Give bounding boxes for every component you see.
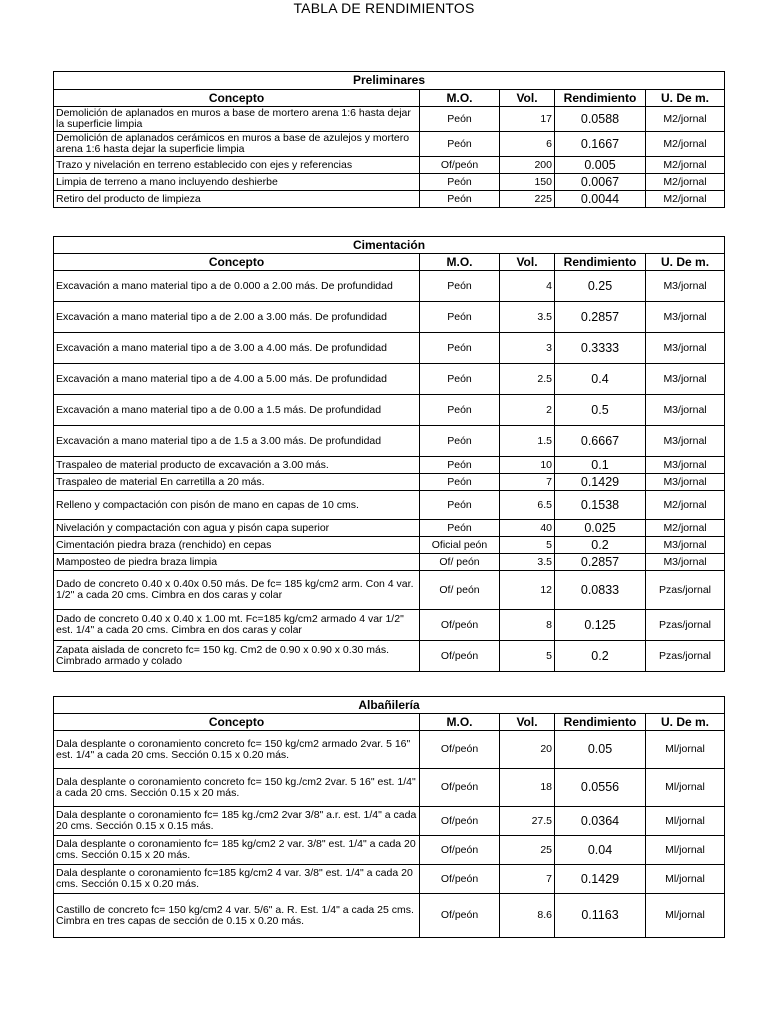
cell-concepto: Traspaleo de material En carretilla a 20 más. bbox=[54, 474, 420, 491]
table-row bbox=[54, 554, 725, 571]
table-row bbox=[54, 836, 725, 865]
cell-mano-de-obra: Peón bbox=[420, 132, 500, 157]
cell-volumen: 18 bbox=[500, 769, 555, 807]
cell-unidad-medida: M3/jornal bbox=[646, 554, 725, 571]
cell-volumen: 2 bbox=[500, 395, 555, 426]
cell-concepto: Mamposteo de piedra braza limpia bbox=[54, 554, 420, 571]
cell-volumen: 5 bbox=[500, 641, 555, 672]
cell-unidad-medida: M3/jornal bbox=[646, 364, 725, 395]
cell-concepto: Limpia de terreno a mano incluyendo deshierbe bbox=[54, 174, 420, 191]
rendimientos-table bbox=[53, 696, 725, 938]
cell-mano-de-obra: Of/peón bbox=[420, 865, 500, 894]
cell-concepto: Demolición de aplanados cerámicos en muros a base de azulejos y mortero arena 1:6 hasta dejar la superficie limpia bbox=[54, 132, 420, 157]
cell-mano-de-obra: Peón bbox=[420, 520, 500, 537]
cell-unidad-medida: M2/jornal bbox=[646, 191, 725, 208]
cell-unidad-medida: M2/jornal bbox=[646, 132, 725, 157]
table-row bbox=[54, 395, 725, 426]
cell-volumen: 3.5 bbox=[500, 302, 555, 333]
cell-concepto: Retiro del producto de limpieza bbox=[54, 191, 420, 208]
cell-mano-de-obra: Peón bbox=[420, 191, 500, 208]
cell-mano-de-obra: Peón bbox=[420, 426, 500, 457]
header-rendimiento: Rendimiento bbox=[555, 254, 646, 271]
cell-unidad-medida: M3/jornal bbox=[646, 457, 725, 474]
cell-mano-de-obra: Of/peón bbox=[420, 641, 500, 672]
header-mano-de-obra: M.O. bbox=[420, 90, 500, 107]
table-row bbox=[54, 174, 725, 191]
cell-unidad-medida: Pzas/jornal bbox=[646, 610, 725, 641]
table-row bbox=[54, 571, 725, 610]
header-concepto: Concepto bbox=[54, 714, 420, 731]
cell-concepto: Dala desplante o coronamiento concreto fc= 150 kg./cm2 2var. 5 16" est. 1/4" a cada 20 cms. Sección 0.15 x 20 más. bbox=[54, 769, 420, 807]
cell-rendimiento: 0.4 bbox=[555, 364, 646, 395]
cell-volumen: 1.5 bbox=[500, 426, 555, 457]
cell-mano-de-obra: Of/peón bbox=[420, 610, 500, 641]
cell-rendimiento: 0.2 bbox=[555, 641, 646, 672]
header-concepto: Concepto bbox=[54, 90, 420, 107]
header-concepto: Concepto bbox=[54, 254, 420, 271]
cell-mano-de-obra: Of/ peón bbox=[420, 571, 500, 610]
table-row bbox=[54, 641, 725, 672]
table-row bbox=[54, 191, 725, 208]
header-mano-de-obra: M.O. bbox=[420, 714, 500, 731]
cell-mano-de-obra: Peón bbox=[420, 333, 500, 364]
cell-mano-de-obra: Of/peón bbox=[420, 836, 500, 865]
cell-concepto: Excavación a mano material tipo a de 2.00 a 3.00 más. De profundidad bbox=[54, 302, 420, 333]
cell-unidad-medida: M2/jornal bbox=[646, 491, 725, 520]
cell-concepto: Dala desplante o coronamiento fc= 185 kg/cm2 2 var. 3/8" est. 1/4" a cada 20 cms. Sección 0.15 x 20 más. bbox=[54, 836, 420, 865]
table-row bbox=[54, 333, 725, 364]
cell-volumen: 6.5 bbox=[500, 491, 555, 520]
table-row bbox=[54, 474, 725, 491]
cell-unidad-medida: Ml/jornal bbox=[646, 769, 725, 807]
table-row bbox=[54, 364, 725, 395]
cell-mano-de-obra: Of/peón bbox=[420, 894, 500, 938]
cell-unidad-medida: M3/jornal bbox=[646, 333, 725, 364]
cell-unidad-medida: Ml/jornal bbox=[646, 836, 725, 865]
header-mano-de-obra: M.O. bbox=[420, 254, 500, 271]
cell-rendimiento: 0.0044 bbox=[555, 191, 646, 208]
table-header-row bbox=[54, 90, 725, 107]
cell-rendimiento: 0.6667 bbox=[555, 426, 646, 457]
cell-unidad-medida: Ml/jornal bbox=[646, 894, 725, 938]
table-row bbox=[54, 457, 725, 474]
cell-volumen: 25 bbox=[500, 836, 555, 865]
cell-rendimiento: 0.1163 bbox=[555, 894, 646, 938]
table-row bbox=[54, 731, 725, 769]
cell-concepto: Zapata aislada de concreto fc= 150 kg. Cm2 de 0.90 x 0.90 x 0.30 más. Cimbrado armado y colado bbox=[54, 641, 420, 672]
cell-concepto: Dala desplante o coronamiento fc=185 kg/cm2 4 var. 3/8" est. 1/4" a cada 20 cms. Sección 0.15 x 0.20 más. bbox=[54, 865, 420, 894]
cell-rendimiento: 0.2857 bbox=[555, 302, 646, 333]
header-unidad-medida: U. De m. bbox=[646, 714, 725, 731]
cell-rendimiento: 0.05 bbox=[555, 731, 646, 769]
cell-mano-de-obra: Peón bbox=[420, 364, 500, 395]
cell-rendimiento: 0.5 bbox=[555, 395, 646, 426]
cell-rendimiento: 0.1538 bbox=[555, 491, 646, 520]
cell-rendimiento: 0.0556 bbox=[555, 769, 646, 807]
cell-unidad-medida: M3/jornal bbox=[646, 537, 725, 554]
cell-concepto: Dado de concreto 0.40 x 0.40x 0.50 más. De fc= 185 kg/cm2 arm. Con 4 var. 1/2" a cada 20 cms. Cimbra en dos caras y colar bbox=[54, 571, 420, 610]
cell-mano-de-obra: Peón bbox=[420, 395, 500, 426]
cell-rendimiento: 0.1429 bbox=[555, 865, 646, 894]
section-title: Preliminares bbox=[54, 72, 725, 90]
cell-concepto: Castillo de concreto fc= 150 kg/cm2 4 var. 5/6" a. R. Est. 1/4" a cada 25 cms. Cimbra en tres capas de sección de 0.15 x 0.20 más. bbox=[54, 894, 420, 938]
cell-unidad-medida: M3/jornal bbox=[646, 302, 725, 333]
cell-unidad-medida: M2/jornal bbox=[646, 174, 725, 191]
table-header-row bbox=[54, 714, 725, 731]
cell-mano-de-obra: Of/peón bbox=[420, 157, 500, 174]
cell-volumen: 5 bbox=[500, 537, 555, 554]
cell-concepto: Traspaleo de material producto de excavación a 3.00 más. bbox=[54, 457, 420, 474]
cell-volumen: 3 bbox=[500, 333, 555, 364]
cell-concepto: Excavación a mano material tipo a de 3.00 a 4.00 más. De profundidad bbox=[54, 333, 420, 364]
section-title: Cimentación bbox=[54, 237, 725, 254]
section-title: Albañilería bbox=[54, 697, 725, 714]
cell-mano-de-obra: Of/peón bbox=[420, 731, 500, 769]
header-rendimiento: Rendimiento bbox=[555, 714, 646, 731]
cell-rendimiento: 0.3333 bbox=[555, 333, 646, 364]
cell-mano-de-obra: Peón bbox=[420, 107, 500, 132]
cell-concepto: Dado de concreto 0.40 x 0.40 x 1.00 mt. Fc=185 kg/cm2 armado 4 var 1/2" est. 1/4" a cada 20 cms. Cimbra en dos caras y colar bbox=[54, 610, 420, 641]
header-volumen: Vol. bbox=[500, 254, 555, 271]
cell-rendimiento: 0.1667 bbox=[555, 132, 646, 157]
cell-concepto: Trazo y nivelación en terreno establecido con ejes y referencias bbox=[54, 157, 420, 174]
cell-rendimiento: 0.125 bbox=[555, 610, 646, 641]
cell-volumen: 7 bbox=[500, 474, 555, 491]
cell-mano-de-obra: Peón bbox=[420, 474, 500, 491]
table-row bbox=[54, 491, 725, 520]
cell-rendimiento: 0.025 bbox=[555, 520, 646, 537]
header-rendimiento: Rendimiento bbox=[555, 90, 646, 107]
cell-concepto: Nivelación y compactación con agua y pisón capa superior bbox=[54, 520, 420, 537]
cell-mano-de-obra: Peón bbox=[420, 457, 500, 474]
cell-concepto: Demolición de aplanados en muros a base de mortero arena 1:6 hasta dejar la superficie limpia bbox=[54, 107, 420, 132]
cell-mano-de-obra: Peón bbox=[420, 491, 500, 520]
cell-unidad-medida: M2/jornal bbox=[646, 157, 725, 174]
cell-volumen: 8 bbox=[500, 610, 555, 641]
cell-volumen: 225 bbox=[500, 191, 555, 208]
cell-volumen: 20 bbox=[500, 731, 555, 769]
table-row bbox=[54, 610, 725, 641]
cell-unidad-medida: Pzas/jornal bbox=[646, 641, 725, 672]
header-unidad-medida: U. De m. bbox=[646, 254, 725, 271]
table-row bbox=[54, 520, 725, 537]
rendimientos-table bbox=[53, 71, 725, 208]
table-row bbox=[54, 302, 725, 333]
table-row bbox=[54, 132, 725, 157]
cell-unidad-medida: M3/jornal bbox=[646, 395, 725, 426]
cell-concepto: Excavación a mano material tipo a de 4.00 a 5.00 más. De profundidad bbox=[54, 364, 420, 395]
cell-unidad-medida: M2/jornal bbox=[646, 107, 725, 132]
cell-mano-de-obra: Oficial peón bbox=[420, 537, 500, 554]
cell-concepto: Cimentación piedra braza (renchido) en cepas bbox=[54, 537, 420, 554]
table-row bbox=[54, 271, 725, 302]
cell-volumen: 200 bbox=[500, 157, 555, 174]
cell-concepto: Excavación a mano material tipo a de 0.000 a 2.00 más. De profundidad bbox=[54, 271, 420, 302]
cell-volumen: 27.5 bbox=[500, 807, 555, 836]
cell-volumen: 7 bbox=[500, 865, 555, 894]
cell-volumen: 12 bbox=[500, 571, 555, 610]
table-row bbox=[54, 537, 725, 554]
cell-rendimiento: 0.2 bbox=[555, 537, 646, 554]
cell-concepto: Relleno y compactación con pisón de mano en capas de 10 cms. bbox=[54, 491, 420, 520]
cell-rendimiento: 0.005 bbox=[555, 157, 646, 174]
cell-mano-de-obra: Peón bbox=[420, 271, 500, 302]
cell-mano-de-obra: Of/peón bbox=[420, 807, 500, 836]
header-volumen: Vol. bbox=[500, 714, 555, 731]
cell-unidad-medida: M3/jornal bbox=[646, 271, 725, 302]
cell-rendimiento: 0.0067 bbox=[555, 174, 646, 191]
cell-volumen: 150 bbox=[500, 174, 555, 191]
table-row bbox=[54, 769, 725, 807]
cell-rendimiento: 0.2857 bbox=[555, 554, 646, 571]
cell-volumen: 8.6 bbox=[500, 894, 555, 938]
cell-rendimiento: 0.0588 bbox=[555, 107, 646, 132]
cell-volumen: 2.5 bbox=[500, 364, 555, 395]
table-row bbox=[54, 865, 725, 894]
cell-mano-de-obra: Of/ peón bbox=[420, 554, 500, 571]
cell-rendimiento: 0.04 bbox=[555, 836, 646, 865]
cell-volumen: 3.5 bbox=[500, 554, 555, 571]
cell-volumen: 40 bbox=[500, 520, 555, 537]
cell-unidad-medida: M3/jornal bbox=[646, 474, 725, 491]
table-row bbox=[54, 426, 725, 457]
header-volumen: Vol. bbox=[500, 90, 555, 107]
cell-mano-de-obra: Peón bbox=[420, 174, 500, 191]
cell-rendimiento: 0.1429 bbox=[555, 474, 646, 491]
cell-concepto: Excavación a mano material tipo a de 0.00 a 1.5 más. De profundidad bbox=[54, 395, 420, 426]
cell-rendimiento: 0.0364 bbox=[555, 807, 646, 836]
cell-volumen: 4 bbox=[500, 271, 555, 302]
table-header-row bbox=[54, 254, 725, 271]
cell-rendimiento: 0.0833 bbox=[555, 571, 646, 610]
cell-volumen: 6 bbox=[500, 132, 555, 157]
rendimientos-table bbox=[53, 236, 725, 672]
cell-unidad-medida: Pzas/jornal bbox=[646, 571, 725, 610]
cell-unidad-medida: Ml/jornal bbox=[646, 865, 725, 894]
cell-unidad-medida: M3/jornal bbox=[646, 426, 725, 457]
page-title: TABLA DE RENDIMIENTOS bbox=[293, 0, 475, 16]
cell-mano-de-obra: Peón bbox=[420, 302, 500, 333]
header-unidad-medida: U. De m. bbox=[646, 90, 725, 107]
cell-volumen: 10 bbox=[500, 457, 555, 474]
cell-unidad-medida: Ml/jornal bbox=[646, 731, 725, 769]
cell-rendimiento: 0.1 bbox=[555, 457, 646, 474]
table-row bbox=[54, 107, 725, 132]
cell-rendimiento: 0.25 bbox=[555, 271, 646, 302]
table-row bbox=[54, 894, 725, 938]
table-row bbox=[54, 807, 725, 836]
cell-volumen: 17 bbox=[500, 107, 555, 132]
cell-mano-de-obra: Of/peón bbox=[420, 769, 500, 807]
cell-unidad-medida: Ml/jornal bbox=[646, 807, 725, 836]
cell-concepto: Dala desplante o coronamiento concreto fc= 150 kg/cm2 armado 2var. 5 16" est. 1/4" a cada 20 cms. Sección 0.15 x 0.20 más. bbox=[54, 731, 420, 769]
cell-unidad-medida: M2/jornal bbox=[646, 520, 725, 537]
cell-concepto: Dala desplante o coronamiento fc= 185 kg./cm2 2var 3/8" a.r. est. 1/4" a cada 20 cms. Sección 0.15 x 0.15 más. bbox=[54, 807, 420, 836]
cell-concepto: Excavación a mano material tipo a de 1.5 a 3.00 más. De profundidad bbox=[54, 426, 420, 457]
table-row bbox=[54, 157, 725, 174]
